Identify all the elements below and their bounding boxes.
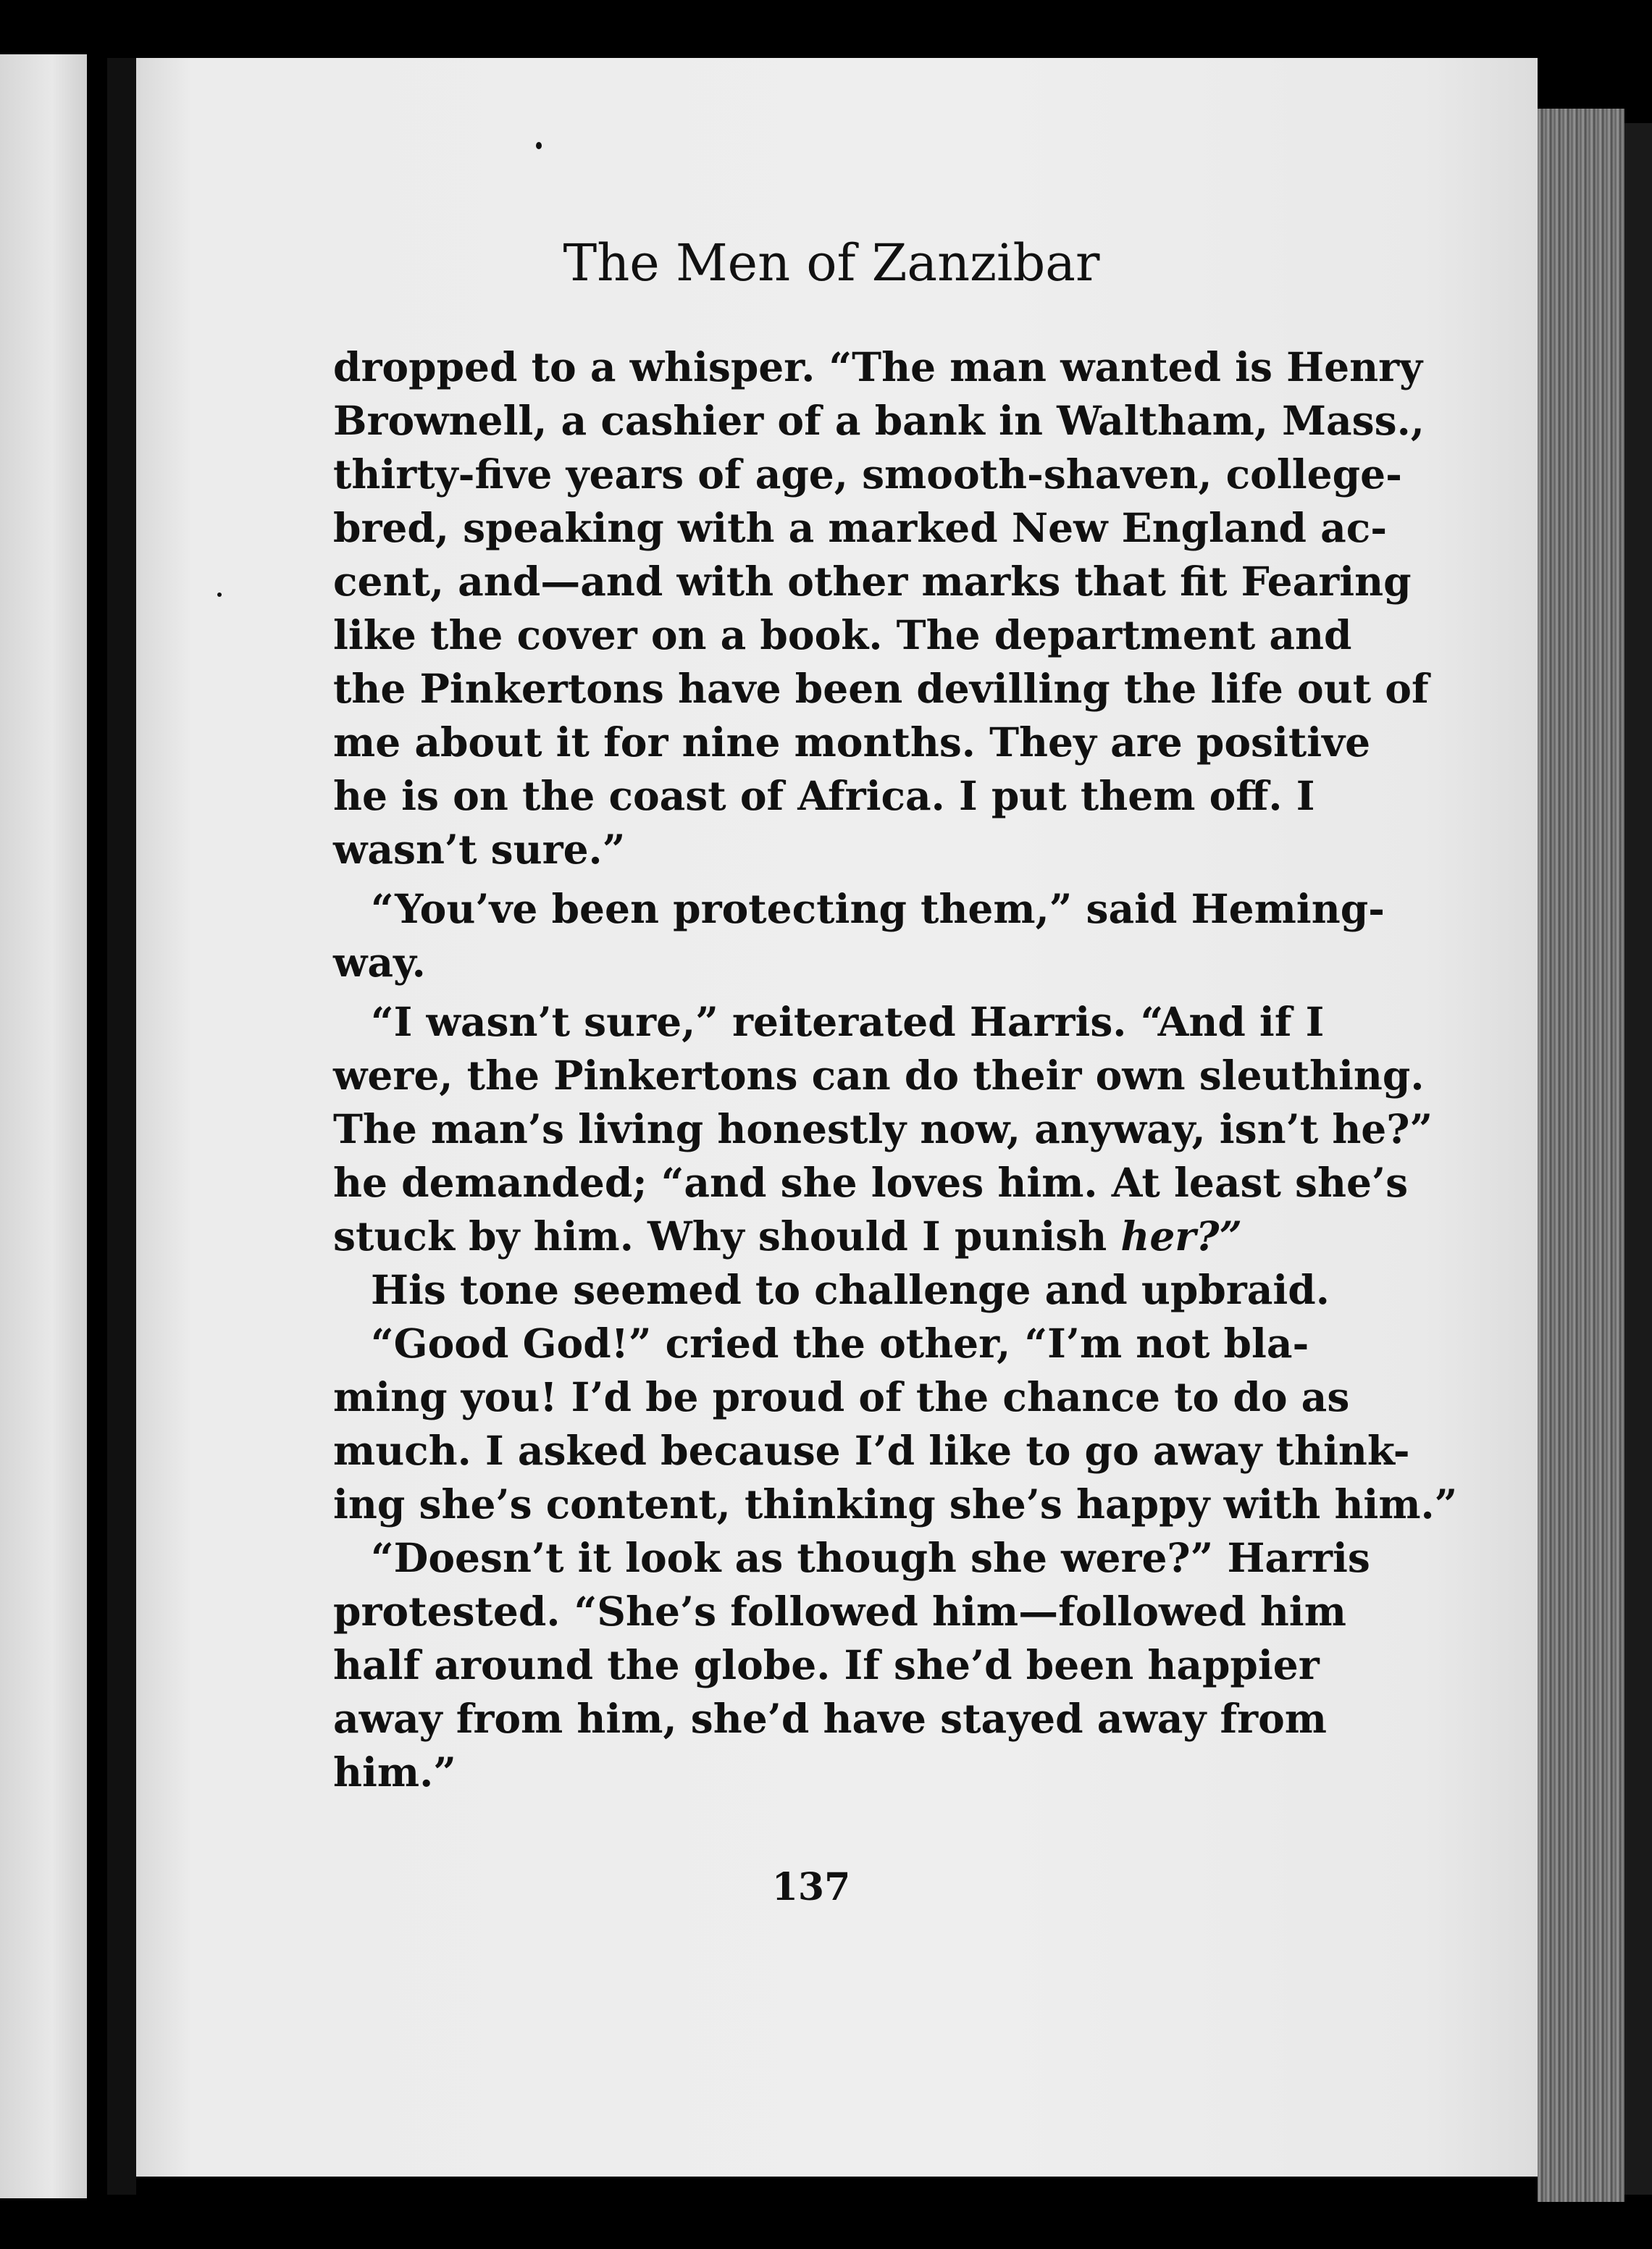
page-body [333,340,1458,1799]
text-line: cent, and—and with other marks that fit Fearing [333,558,1412,605]
text-line: bred, speaking with a marked New England ac- [333,504,1388,551]
text-line: were, the Pinkertons can do their own sleuthing. [333,1052,1425,1099]
text-line [333,1210,1304,1263]
text-line: the Pinkertons have been devilling the life out of [333,665,1429,712]
text-line: His tone seemed to challenge and upbraid. [371,1266,1330,1313]
text-line: he demanded; “and she loves him. At least she’s [333,1159,1409,1206]
text-line: half around the globe. If she’d been happier [333,1641,1320,1688]
page-number: 137 [771,1865,851,1909]
text-line: me about it for nine months. They are positive [333,719,1371,766]
text-line: “You’ve been protecting them,” said Heming- [371,885,1385,932]
text-line-part: stuck by him. Why should I punish [333,1213,1121,1260]
italic-word: her?” [1120,1213,1243,1260]
text-line: much. I asked because I’d like to go away think- [333,1427,1410,1474]
text-line: way. [333,939,426,986]
ink-speck [217,592,222,597]
text-line: he is on the coast of Africa. I put them off. I [333,772,1315,819]
text-line: like the cover on a book. The department and [333,611,1352,658]
text-line: “Good God!” cried the other, “I’m not bla- [371,1320,1309,1367]
text-line: ming you! I’d be proud of the chance to do as [333,1373,1350,1420]
text-line: The man’s living honestly now, anyway, isn’t he?” [333,1105,1433,1152]
facing-page-edge [0,54,87,2198]
text-line: him.” [333,1748,456,1796]
text-line: “Doesn’t it look as though she were?” Harris [371,1534,1370,1581]
text-line: ing she’s content, thinking she’s happy with him.” [333,1481,1458,1528]
page-edges-shadow [1624,123,1652,2195]
book-gutter [107,58,136,2195]
running-head: The Men of Zanzibar [563,233,1100,293]
text-line: wasn’t sure.” [333,826,626,873]
text-line: “I wasn’t sure,” reiterated Harris. “And if I [371,998,1325,1045]
text-line: protested. “She’s followed him—followed him [333,1588,1346,1635]
ink-speck [536,142,542,149]
text-line: dropped to a whisper. “The man wanted is Henry [333,343,1423,390]
text-line: thirty-five years of age, smooth-shaven, college- [333,451,1402,498]
text-line: Brownell, a cashier of a bank in Waltham, Mass., [333,397,1425,444]
page-edges [1538,109,1624,2202]
text-line: away from him, she’d have stayed away from [333,1695,1327,1742]
